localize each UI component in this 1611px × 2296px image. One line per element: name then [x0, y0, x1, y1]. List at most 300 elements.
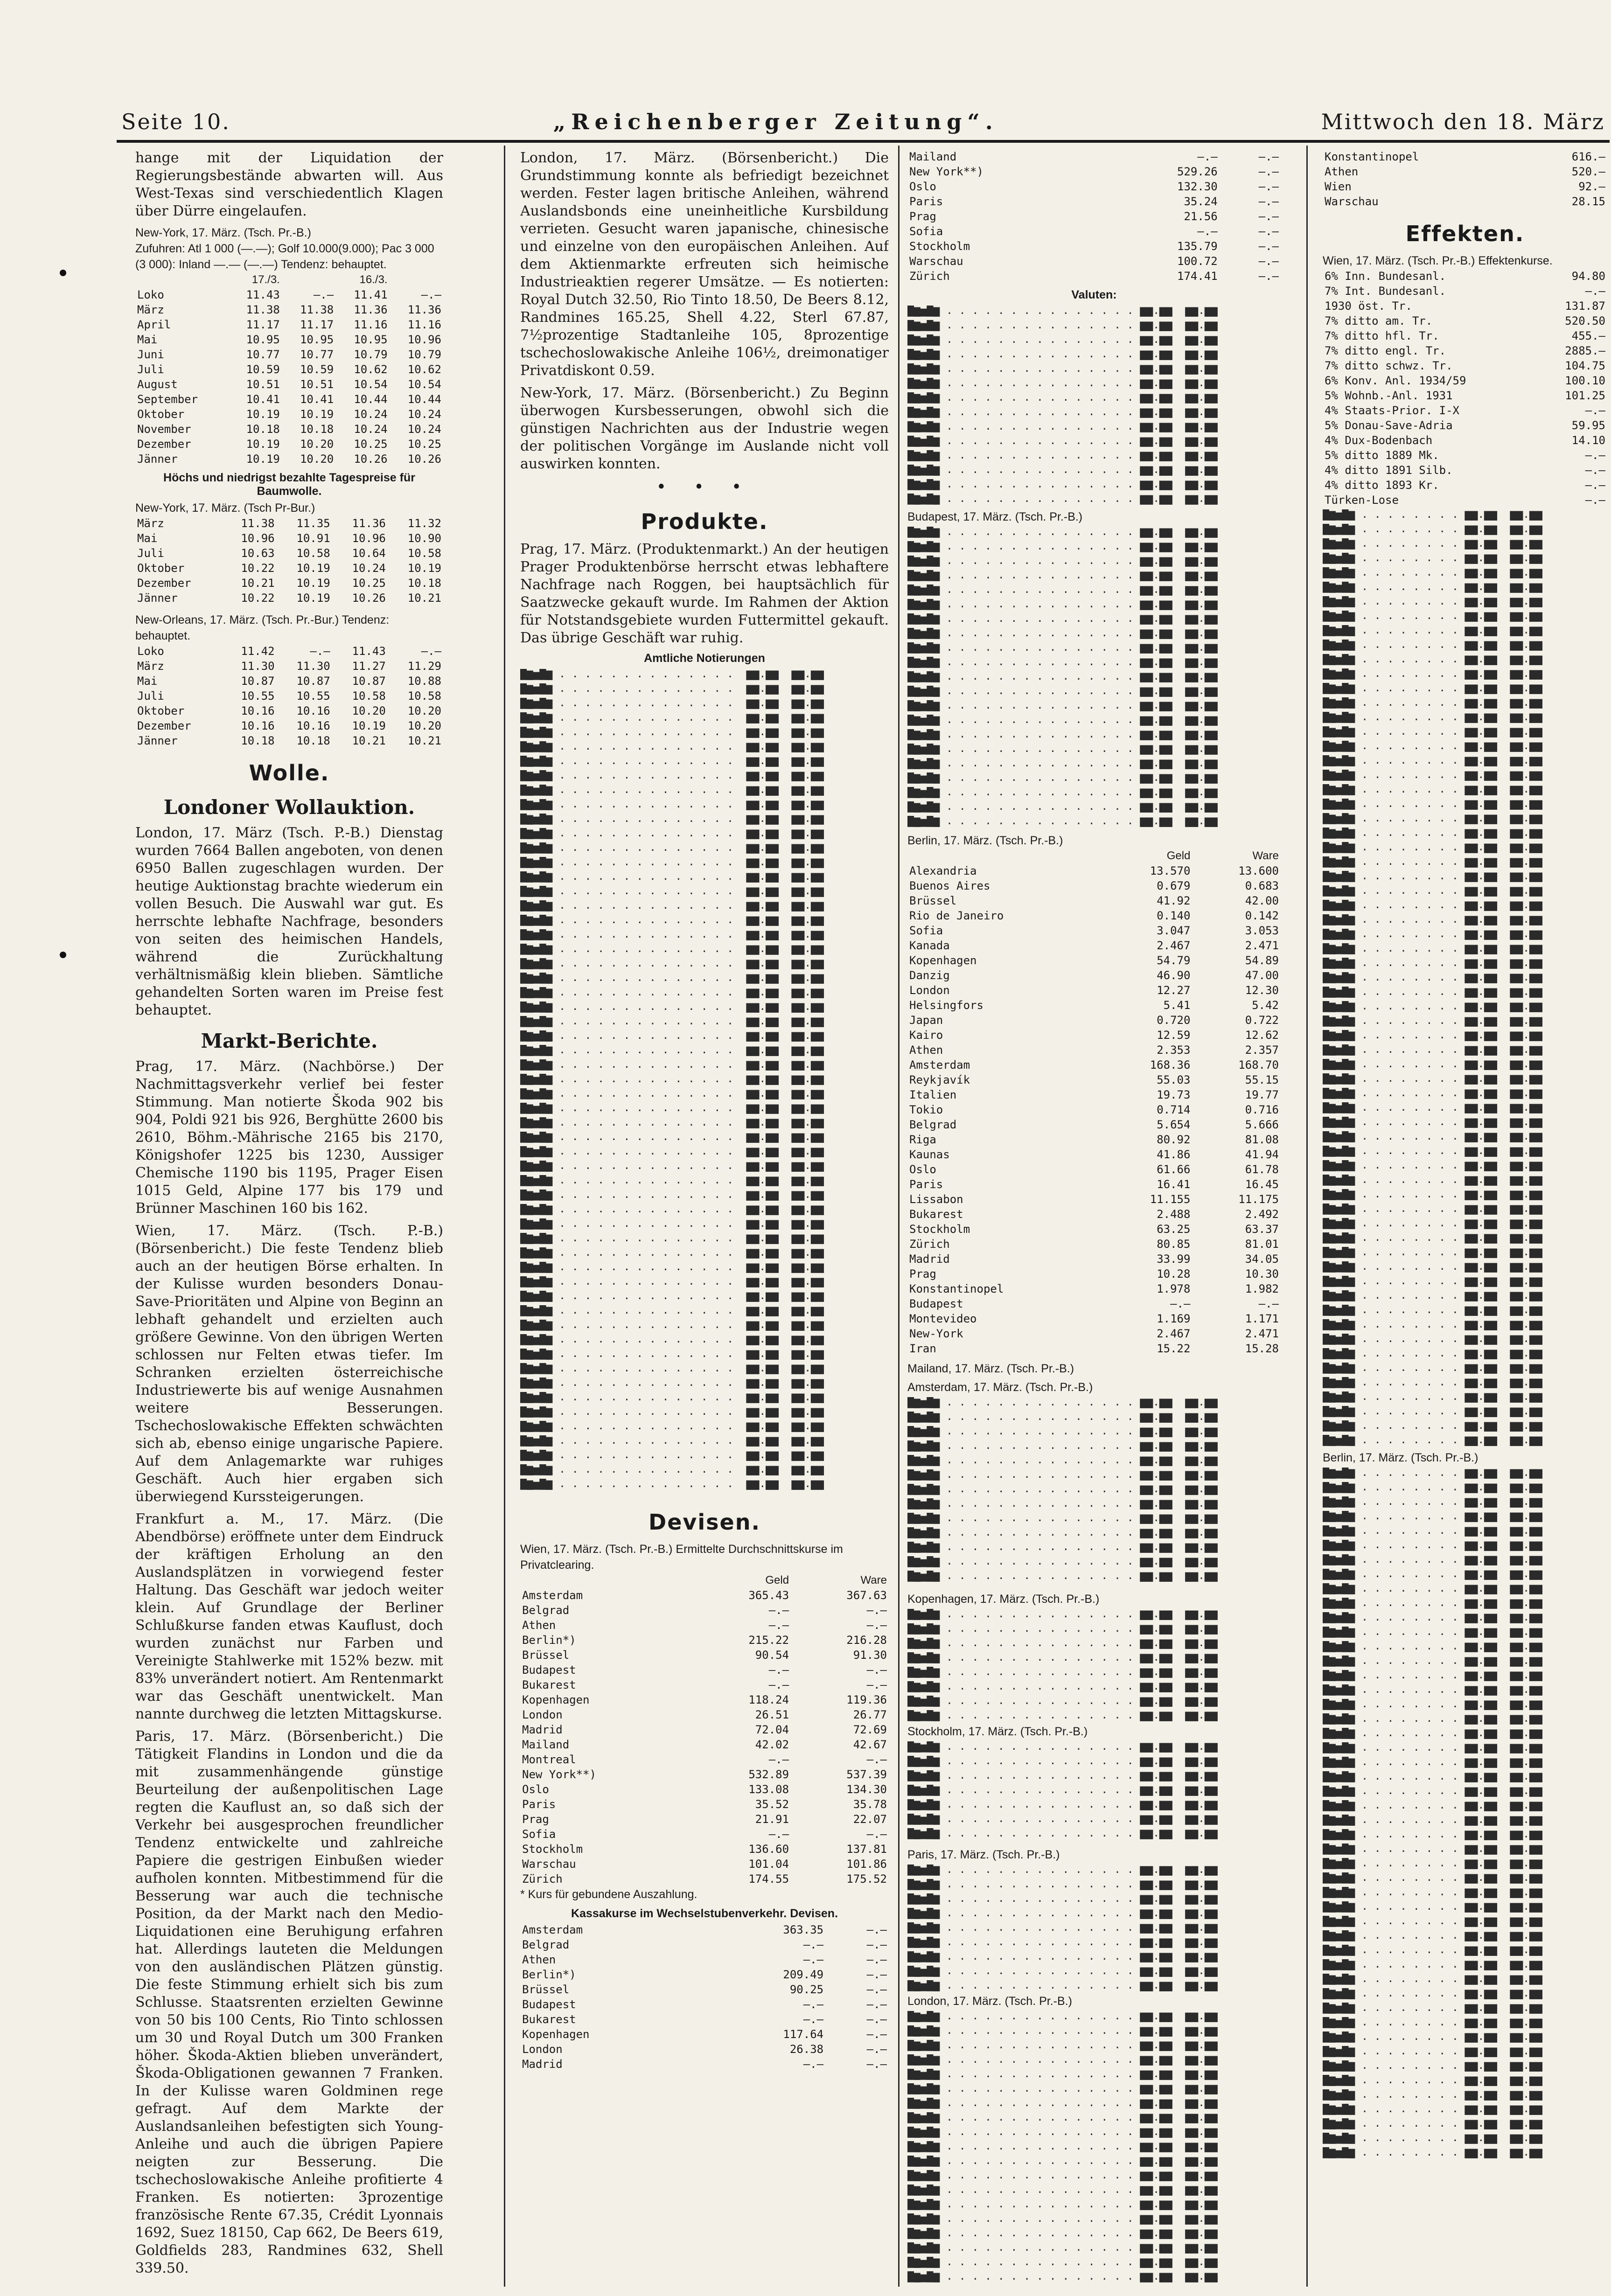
devisen-footnote: * Kurs für gebundene Auszahlung.	[520, 1888, 697, 1901]
row-value: 47.00	[1245, 969, 1279, 982]
row-value: 10.58	[407, 689, 441, 703]
table-row	[520, 1922, 889, 1937]
row-label: Mai	[137, 333, 158, 346]
row-value: 11.32	[407, 517, 441, 530]
row-label: Loko	[137, 645, 164, 658]
row-value: 55.15	[1245, 1073, 1279, 1086]
table-row	[907, 224, 1281, 239]
section-ornament: • • •	[656, 478, 753, 497]
table-row	[135, 516, 443, 531]
row-label: Amsterdam	[909, 1058, 970, 1071]
row-label: Mailand	[522, 1738, 570, 1751]
row-value: 209.49	[783, 1968, 824, 1981]
table-row	[135, 689, 443, 703]
column-2	[520, 149, 889, 2296]
table-row	[1323, 433, 1607, 448]
row-value: 0.679	[1157, 879, 1191, 892]
row-value: 13.600	[1238, 864, 1279, 877]
row-label: Amsterdam	[522, 1923, 583, 1936]
row-value: 10.41	[300, 393, 334, 406]
row-value: 10.21	[407, 591, 441, 605]
row-value: 10.55	[296, 689, 330, 703]
table-row	[135, 407, 443, 422]
row-value: 10.96	[407, 333, 441, 346]
row-value: 0.140	[1157, 909, 1191, 922]
row-label: 5% ditto 1889 Mk.	[1325, 449, 1439, 462]
table-row	[907, 1177, 1281, 1192]
row-value: 34.05	[1245, 1252, 1279, 1266]
column-divider	[504, 146, 505, 2287]
table-row	[1323, 373, 1607, 388]
row-value: 10.55	[241, 689, 275, 703]
ny-cotton-heading: New-York, 17. März. (Tsch. Pr.-B.)	[135, 226, 311, 239]
row-value: 10.22	[241, 562, 275, 575]
row-label: Bukarest	[522, 1678, 576, 1691]
row-label: Paris	[909, 195, 943, 208]
row-value: 28.15	[1571, 195, 1605, 208]
table-row	[1323, 358, 1607, 373]
row-label: Belgrad	[522, 1938, 570, 1951]
row-value: 10.95	[354, 333, 388, 346]
row-value: 10.25	[354, 438, 388, 451]
table-row	[907, 1132, 1281, 1147]
table-row	[520, 1737, 889, 1752]
table-row	[907, 1087, 1281, 1102]
devisen-table	[520, 1573, 889, 1886]
row-value: 10.19	[246, 452, 280, 466]
table-row	[907, 1058, 1281, 1072]
table-row	[135, 718, 443, 733]
row-value: 33.99	[1157, 1252, 1191, 1266]
row-label: Iran	[909, 1342, 936, 1355]
top-rule	[117, 140, 1610, 143]
table-row	[907, 194, 1281, 209]
stockholm-heading: Stockholm, 17. März. (Tsch. Pr.-B.)	[907, 1725, 1088, 1738]
row-value: 10.58	[352, 689, 386, 703]
row-value: 13.570	[1150, 864, 1191, 877]
table-row	[135, 703, 443, 718]
row-value: 119.36	[846, 1693, 887, 1706]
row-value: —.—	[313, 288, 334, 301]
table-row	[907, 164, 1281, 179]
row-value: 63.25	[1157, 1223, 1191, 1236]
row-value: 10.18	[241, 734, 275, 747]
newyork-market-report: New-York, 17. März. (Börsenbericht.) Zu Beginn überwogen Kursbesserungen, obwohl sich die günstigen Nachrichten aus der Industrie wegen der politischen Vorgänge im Auslande nicht voll auswirken konnten.	[520, 385, 889, 472]
row-value: 100.72	[1177, 255, 1218, 268]
table-row	[520, 1952, 889, 1967]
row-label: Jänner	[137, 734, 178, 747]
row-value: 216.28	[846, 1634, 887, 1647]
row-label: Berlin*)	[522, 1634, 576, 1647]
row-label: Mai	[137, 675, 158, 688]
row-value: 10.25	[407, 438, 441, 451]
row-value: 10.87	[352, 675, 386, 688]
row-label: Montevideo	[909, 1312, 977, 1325]
row-value: 5.41	[1163, 999, 1191, 1012]
table-row	[520, 1588, 889, 1603]
row-value: 10.88	[407, 675, 441, 688]
row-label: Wien	[1325, 180, 1352, 193]
row-value: 72.04	[755, 1723, 789, 1736]
table-row	[520, 2012, 889, 2027]
row-value: 0.716	[1245, 1103, 1279, 1116]
newspaper-title: „Reichenberger Zeitung“.	[553, 109, 998, 134]
row-value: —.—	[1585, 449, 1605, 462]
column-header: Geld	[1166, 849, 1191, 862]
row-value: 0.683	[1245, 879, 1279, 892]
table-row	[520, 1603, 889, 1618]
row-value: —.—	[768, 1619, 789, 1632]
london-market-report: London, 17. März. (Börsenbericht.) Die Grundstimmung konnte als befriedigt bezeichnet werden. Fester lagen britische Anleihen, während Auslandsbonds eine uneinheitliche Kursbildung verrieten. Gesucht waren japanische, chinesische und einzelne von den europäischen Anleihen. Auf dem Aktienmarkte erfreuten sich heimische Industrieaktien regerer Umsätze. — Es notierten: Royal Dutch 32.50, Rio Tinto 18.50, De Beers 8.12, Randmines 165.25, Shell 4.22, Sterl 67.87, 7½prozentige Stadtanleihe 105, 8prozentige tschechoslowakische Anleihe 106½, dreimonatiger Privatdiskont 0.59.	[520, 150, 889, 379]
row-value: 81.01	[1245, 1238, 1279, 1251]
row-label: Warschau	[909, 255, 963, 268]
row-value: 10.24	[352, 562, 386, 575]
row-value: 19.73	[1157, 1088, 1191, 1101]
row-label: Sofia	[522, 1828, 556, 1841]
row-value: 537.39	[846, 1768, 887, 1781]
table-row	[907, 1281, 1281, 1296]
row-value: 35.52	[755, 1798, 789, 1811]
wechselstuben-cont-table	[907, 149, 1281, 284]
row-value: 11.41	[354, 288, 388, 301]
row-value: 11.30	[241, 660, 275, 673]
row-value: 10.20	[300, 452, 334, 466]
row-value: 10.18	[407, 577, 441, 590]
row-value: 10.24	[407, 408, 441, 421]
row-value: 11.17	[300, 318, 334, 331]
table-row	[135, 561, 443, 576]
row-value: 10.79	[407, 348, 441, 361]
table-row	[907, 1013, 1281, 1028]
row-value: 42.67	[853, 1738, 887, 1751]
row-value: 90.54	[755, 1649, 789, 1662]
row-value: 520.50	[1565, 314, 1605, 327]
ny-hilo-table	[135, 516, 443, 605]
row-value: 1.982	[1245, 1282, 1279, 1295]
row-value: 26.77	[853, 1708, 887, 1721]
table-row	[135, 674, 443, 689]
row-value: —.—	[1585, 479, 1605, 492]
row-label: 7% ditto schwz. Tr.	[1325, 359, 1453, 372]
row-value: 10.44	[407, 393, 441, 406]
table-row	[1323, 418, 1607, 433]
table-row	[520, 1633, 889, 1648]
table-row	[907, 968, 1281, 983]
row-value: —.—	[1258, 210, 1279, 223]
row-label: Budapest	[909, 1297, 963, 1310]
table-row	[907, 878, 1281, 893]
row-value: 0.714	[1157, 1103, 1191, 1116]
row-value: 10.58	[296, 547, 330, 560]
row-value: —.—	[1258, 1297, 1279, 1310]
row-value: 11.29	[407, 660, 441, 673]
row-value: —.—	[803, 1953, 824, 1966]
row-label: London	[522, 2043, 563, 2056]
row-label: Kaunas	[909, 1148, 950, 1161]
row-value: 11.27	[352, 660, 386, 673]
row-label: Oslo	[909, 180, 936, 193]
column-1	[135, 149, 443, 2296]
row-value: 10.26	[354, 452, 388, 466]
row-label: Oslo	[909, 1163, 936, 1176]
row-value: —.—	[866, 2043, 887, 2056]
row-label: März	[137, 303, 164, 316]
row-value: 101.86	[846, 1858, 887, 1871]
table-row	[907, 1147, 1281, 1162]
row-value: 132.30	[1177, 180, 1218, 193]
row-label: Oslo	[522, 1783, 549, 1796]
row-label: Paris	[522, 1798, 556, 1811]
row-value: 59.95	[1571, 419, 1605, 432]
table-row	[1323, 299, 1607, 313]
table-row	[907, 923, 1281, 938]
row-label: Riga	[909, 1133, 936, 1146]
hilo-heading: Höchs und niedrigst bezahlte Tagespreise für Baumwolle.	[163, 471, 415, 498]
row-label: Kopenhagen	[522, 1693, 590, 1706]
row-value: —.—	[1585, 494, 1605, 507]
table-row	[907, 254, 1281, 269]
row-value: 1.171	[1245, 1312, 1279, 1325]
row-value: 5.42	[1252, 999, 1279, 1012]
row-label: Stockholm	[909, 240, 970, 253]
column-4	[1323, 149, 1607, 2296]
row-label: Zürich	[909, 270, 950, 283]
row-label: Jänner	[137, 591, 178, 605]
row-value: —.—	[866, 1983, 887, 1996]
table-row	[1323, 194, 1607, 209]
row-value: 16.41	[1157, 1178, 1191, 1191]
row-value: 10.64	[352, 547, 386, 560]
row-value: —.—	[1258, 180, 1279, 193]
table-row	[907, 998, 1281, 1013]
row-value: 12.59	[1157, 1029, 1191, 1042]
table-row	[520, 1827, 889, 1842]
punch-hole-mark	[60, 952, 66, 958]
row-value: 1.978	[1157, 1282, 1191, 1295]
row-value: 10.54	[354, 378, 388, 391]
devisen-heading: Devisen.	[649, 1510, 760, 1535]
effekten-table	[1323, 269, 1607, 508]
row-value: 10.91	[296, 532, 330, 545]
wechselstuben-heading: Kassakurse im Wechselstubenverkehr. Devisen.	[571, 1907, 838, 1920]
row-value: 11.35	[296, 517, 330, 530]
table-row	[907, 1296, 1281, 1311]
row-label: Dezember	[137, 719, 191, 732]
row-label: Belgrad	[522, 1604, 570, 1617]
row-label: Belgrad	[909, 1118, 957, 1131]
table-row	[520, 1842, 889, 1857]
row-value: 10.20	[407, 704, 441, 717]
row-value: 363.35	[783, 1923, 824, 1936]
row-label: 4% ditto 1893 Kr.	[1325, 479, 1439, 492]
table-row	[907, 1266, 1281, 1281]
table-row	[1323, 478, 1607, 493]
row-value: 117.64	[783, 2028, 824, 2041]
row-value: 11.36	[352, 517, 386, 530]
table-row	[907, 149, 1281, 164]
kopenhagen-table: ▇▆▅▇▆ . . . . . . . . . . . . . . . ▆▆.▆▆ ▆▆.▆▆ ▇▆▅▇▆ . . . . . . . . . . . . . . . ▆▆.▆▆ ▆▆.▆▆ ▇▆▅▇▆ . . . . . . . . . . . . . . . ▆▆.▆▆ ▆▆.▆▆ ▇▆▅▇▆ . . . . . . . . . . . . . . . ▆▆.▆▆ ▆▆.▆▆ ▇▆▅▇▆ . . . . . . . . . . . . . . . ▆▆.▆▆ ▆▆.▆▆ ▇▆▅▇▆ . . . . . . . . . . . . . . . ▆▆.▆▆ ▆▆.▆▆ ▇▆▅▇▆ . . . . . . . . . . . . . . . ▆▆.▆▆ ▆▆.▆▆ ▇▆▅▇▆ . . . . . . . . . . . . . . . ▆▆.▆▆ ▆▆.▆▆	[907, 1608, 1218, 1721]
row-label: Montreal	[522, 1753, 576, 1766]
row-label: Madrid	[522, 1723, 563, 1736]
row-label: 1930 öst. Tr.	[1325, 299, 1412, 313]
row-label: Athen	[909, 1044, 943, 1057]
row-label: Tokio	[909, 1103, 943, 1116]
row-value: 10.62	[407, 363, 441, 376]
row-label: 4% ditto 1891 Silb.	[1325, 464, 1453, 477]
berlin-stock-list: ▇▆▅▇▆ . . . . . . . . ▆▆.▆▆ ▆▆.▆▆ ▇▆▅▇▆ . . . . . . . . ▆▆.▆▆ ▆▆.▆▆ ▇▆▅▇▆ . . . . . . . . ▆▆.▆▆ ▆▆.▆▆ ▇▆▅▇▆ . . . . . . . . ▆▆.▆▆ ▆▆.▆▆ ▇▆▅▇▆ . . . . . . . . ▆▆.▆▆ ▆▆.▆▆ ▇▆▅▇▆ . . . . . . . . ▆▆.▆▆ ▆▆.▆▆ ▇▆▅▇▆ . . . . . . . . ▆▆.▆▆ ▆▆.▆▆ ▇▆▅▇▆ . . . . . . . . ▆▆.▆▆ ▆▆.▆▆ ▇▆▅▇▆ . . . . . . . . ▆▆.▆▆ ▆▆.▆▆ ▇▆▅▇▆ . . . . . . . . ▆▆.▆▆ ▆▆.▆▆ ▇▆▅▇▆ . . . . . . . . ▆▆.▆▆ ▆▆.▆▆ ▇▆▅▇▆ . . . . . . . . ▆▆.▆▆ ▆▆.▆▆ ▇▆▅▇▆ . . . . . . . . ▆▆.▆▆ ▆▆.▆▆ ▇▆▅▇▆ . . . . . . . . ▆▆.▆▆ ▆▆.▆▆ ▇▆▅▇▆ . . . . . . . . ▆▆.▆▆ ▆▆.▆▆ ▇▆▅▇▆ . . . . . . . . ▆▆.▆▆ ▆▆.▆▆ ▇▆▅▇▆ . . . . . . . . ▆▆.▆▆ ▆▆.▆▆ ▇▆▅▇▆ . . . . . . . . ▆▆.▆▆ ▆▆.▆▆ ▇▆▅▇▆ . . . . . . . . ▆▆.▆▆ ▆▆.▆▆ ▇▆▅▇▆ . . . . . . . . ▆▆.▆▆ ▆▆.▆▆ ▇▆▅▇▆ . . . . . . . . ▆▆.▆▆ ▆▆.▆▆ ▇▆▅▇▆ . . . . . . . . ▆▆.▆▆ ▆▆.▆▆ ▇▆▅▇▆ . . . . . . . . ▆▆.▆▆ ▆▆.▆▆ ▇▆▅▇▆ . . . . . . . . ▆▆.▆▆ ▆▆.▆▆ ▇▆▅▇▆ . . . . . . . . ▆▆.▆▆ ▆▆.▆▆ ▇▆▅▇▆ . . . . . . . . ▆▆.▆▆ ▆▆.▆▆ ▇▆▅▇▆ . . . . . . . . ▆▆.▆▆ ▆▆.▆▆ ▇▆▅▇▆ . . . . . . . . ▆▆.▆▆ ▆▆.▆▆ ▇▆▅▇▆ . . . . . . . . ▆▆.▆▆ ▆▆.▆▆ ▇▆▅▇▆ . . . . . . . . ▆▆.▆▆ ▆▆.▆▆ ▇▆▅▇▆ . . . . . . . . ▆▆.▆▆ ▆▆.▆▆ ▇▆▅▇▆ . . . . . . . . ▆▆.▆▆ ▆▆.▆▆ ▇▆▅▇▆ . . . . . . . . ▆▆.▆▆ ▆▆.▆▆ ▇▆▅▇▆ . . . . . . . . ▆▆.▆▆ ▆▆.▆▆ ▇▆▅▇▆ . . . . . . . . ▆▆.▆▆ ▆▆.▆▆ ▇▆▅▇▆ . . . . . . . . ▆▆.▆▆ ▆▆.▆▆ ▇▆▅▇▆ . . . . . . . . ▆▆.▆▆ ▆▆.▆▆ ▇▆▅▇▆ . . . . . . . . ▆▆.▆▆ ▆▆.▆▆ ▇▆▅▇▆ . . . . . . . . ▆▆.▆▆ ▆▆.▆▆ ▇▆▅▇▆ . . . . . . . . ▆▆.▆▆ ▆▆.▆▆ ▇▆▅▇▆ . . . . . . . . ▆▆.▆▆ ▆▆.▆▆ ▇▆▅▇▆ . . . . . . . . ▆▆.▆▆ ▆▆.▆▆ ▇▆▅▇▆ . . . . . . . . ▆▆.▆▆ ▆▆.▆▆ ▇▆▅▇▆ . . . . . . . . ▆▆.▆▆ ▆▆.▆▆ ▇▆▅▇▆ . . . . . . . . ▆▆.▆▆ ▆▆.▆▆ ▇▆▅▇▆ . . . . . . . . ▆▆.▆▆ ▆▆.▆▆ ▇▆▅▇▆ . . . . . . . . ▆▆.▆▆ ▆▆.▆▆ ▇▆▅▇▆ . . . . . . . . ▆▆.▆▆ ▆▆.▆▆	[1323, 1467, 1542, 2158]
row-value: 100.10	[1565, 374, 1605, 387]
effekten-subheading: Wien, 17. März. (Tsch. Pr.-B.) Effektenkurse.	[1323, 254, 1553, 267]
table-row	[907, 1341, 1281, 1356]
row-label: 7% ditto hfl. Tr.	[1325, 329, 1439, 342]
row-value: 11.36	[407, 303, 441, 316]
row-label: Juli	[137, 689, 164, 703]
table-row	[907, 209, 1281, 224]
column-header	[390, 272, 443, 287]
row-label: Warschau	[522, 1858, 576, 1871]
row-value: 0.722	[1245, 1014, 1279, 1027]
row-value: 10.19	[300, 408, 334, 421]
row-value: 10.18	[300, 423, 334, 436]
row-label: Juni	[137, 348, 164, 361]
table-row	[520, 2057, 889, 2072]
row-label: Zürich	[909, 1238, 950, 1251]
row-value: 46.90	[1157, 969, 1191, 982]
row-value: 10.19	[352, 719, 386, 732]
table-row	[135, 452, 443, 466]
row-value: 80.85	[1157, 1238, 1191, 1251]
berlin-fx-heading: Berlin, 17. März. (Tsch. Pr.-B.)	[907, 834, 1063, 847]
row-value: 26.38	[789, 2043, 824, 2056]
row-value: 168.36	[1150, 1058, 1191, 1071]
row-label: Kopenhagen	[522, 2028, 590, 2041]
paris-report: Paris, 17. März. (Börsenbericht.) Die Tätigkeit Flandins in London und die da mit zusammenhängende günstige Beurteilung der außenpolitischen Lage regten die Kauflust an, so daß sich der Verkehr bei ausgesprochen freundlicher Tendenz entwickelte und zahlreiche Papiere die gestrigen Einbußen wieder aufholen konnten. Mitbestimmend für die Besserung war auch die technische Position, da der Markt nach den Medio-Liquidationen eine Beruhigung erfahren hat. Allerdings lauteten die Meldungen von den ausländischen Plätzen günstig. Die feste Stimmung erhielt sich bis zum Schlusse. Staatsrenten erzielten Gewinne von 50 bis 100 Cents, Rio Tinto schlossen um 30 und Royal Dutch um 300 Franken höher. Škoda-Aktien blieben unverändert, Škoda-Obligationen gewannen 7 Franken. In der Kulisse waren Goldminen rege gefragt. Auf dem Markte der Auslandsanleihen befestigten sich Young-Anleihe und auch die übrigen Papiere neigten zur Besserung. Die tschechoslowakische Anleihe profitierte 4 Franken. Es notierten: 3prozentige französische Rente 67.35, Crédit Lyonnais 1692, Suez 18150, Cap 662, De Beers 619, Goldfields 283, Randmines 632, Shell 339.50.	[135, 1728, 443, 2276]
table-row	[520, 2027, 889, 2042]
row-value: —.—	[768, 1828, 789, 1841]
row-value: 10.58	[407, 547, 441, 560]
row-value: —.—	[1258, 225, 1279, 238]
row-label: September	[137, 393, 198, 406]
masthead	[121, 102, 1605, 134]
table-row	[520, 1797, 889, 1812]
row-value: 11.42	[241, 645, 275, 658]
row-value: 11.38	[246, 303, 280, 316]
row-value: 2.357	[1245, 1044, 1279, 1057]
row-value: 12.27	[1157, 984, 1191, 997]
row-value: 81.08	[1245, 1133, 1279, 1146]
row-value: 174.41	[1177, 270, 1218, 283]
table-row	[135, 437, 443, 452]
row-label: Prag	[522, 1813, 549, 1826]
row-value: 10.19	[296, 591, 330, 605]
table-row	[907, 1043, 1281, 1058]
row-label: Berlin*)	[522, 1968, 576, 1981]
row-value: 10.19	[296, 562, 330, 575]
row-label: Lissabon	[909, 1193, 963, 1206]
row-value: —.—	[1258, 150, 1279, 163]
row-value: —.—	[866, 1953, 887, 1966]
row-value: 10.62	[354, 363, 388, 376]
row-label: Brüssel	[909, 894, 957, 907]
row-value: 72.69	[853, 1723, 887, 1736]
row-value: 10.96	[241, 532, 275, 545]
table-row	[520, 1692, 889, 1707]
table-row	[907, 1252, 1281, 1266]
row-value: 42.02	[755, 1738, 789, 1751]
row-value: 92.—	[1578, 180, 1605, 193]
row-value: 529.26	[1177, 165, 1218, 178]
table-row	[1323, 179, 1607, 194]
row-value: —.—	[866, 2028, 887, 2041]
row-value: —.—	[866, 2013, 887, 2026]
row-value: 455.—	[1571, 329, 1605, 342]
row-label: New-York	[909, 1327, 963, 1340]
london-fx-heading: London, 17. März. (Tsch. Pr.-B.)	[907, 1995, 1072, 2008]
row-label: New York**)	[909, 165, 983, 178]
table-row	[135, 733, 443, 748]
row-label: November	[137, 423, 191, 436]
new-orleans-table	[135, 644, 443, 748]
row-label: Alexandria	[909, 864, 977, 877]
table-row	[135, 422, 443, 437]
row-label: 7% ditto am. Tr.	[1325, 314, 1433, 327]
row-value: —.—	[866, 2058, 887, 2071]
row-label: 5% Donau-Save-Adria	[1325, 419, 1453, 432]
row-label: Sofia	[909, 924, 943, 937]
mailand-heading: Mailand, 17. März. (Tsch. Pr.-B.)	[907, 1362, 1074, 1375]
row-label: Japan	[909, 1014, 943, 1027]
row-value: 21.56	[1184, 210, 1218, 223]
row-value: 0.142	[1245, 909, 1279, 922]
row-label: Prag	[909, 1267, 936, 1280]
table-row	[520, 1782, 889, 1797]
row-value: 11.38	[300, 303, 334, 316]
row-label: London	[909, 984, 950, 997]
row-value: 215.22	[748, 1634, 789, 1647]
berlin-fx-table	[907, 849, 1281, 1356]
row-value: —.—	[866, 1923, 887, 1936]
row-value: 10.18	[246, 423, 280, 436]
table-row	[1323, 313, 1607, 328]
row-value: 10.26	[407, 452, 441, 466]
row-value: 175.52	[846, 1872, 887, 1886]
table-row	[907, 1117, 1281, 1132]
row-value: —.—	[803, 2013, 824, 2026]
row-label: Kopenhagen	[909, 954, 977, 967]
row-label: April	[137, 318, 171, 331]
row-value: 94.80	[1571, 270, 1605, 283]
row-value: 80.92	[1157, 1133, 1191, 1146]
row-label: Athen	[1325, 165, 1359, 178]
row-label: Amsterdam	[522, 1589, 583, 1602]
row-value: 11.16	[407, 318, 441, 331]
table-row	[1323, 328, 1607, 343]
row-value: 54.79	[1157, 954, 1191, 967]
row-value: —.—	[1197, 150, 1218, 163]
row-value: 2.492	[1245, 1208, 1279, 1221]
row-value: 11.16	[354, 318, 388, 331]
column-header: Ware	[1252, 849, 1279, 862]
row-label: Bukarest	[522, 2013, 576, 2026]
table-row	[907, 1207, 1281, 1222]
row-value: 10.26	[352, 591, 386, 605]
row-label: Budapest	[522, 1663, 576, 1677]
row-value: 5.666	[1245, 1118, 1279, 1131]
row-label: Reykjavík	[909, 1073, 970, 1086]
row-label: 7% Int. Bundesanl.	[1325, 285, 1446, 298]
row-label: Paris	[909, 1178, 943, 1191]
row-value: 61.78	[1245, 1163, 1279, 1176]
